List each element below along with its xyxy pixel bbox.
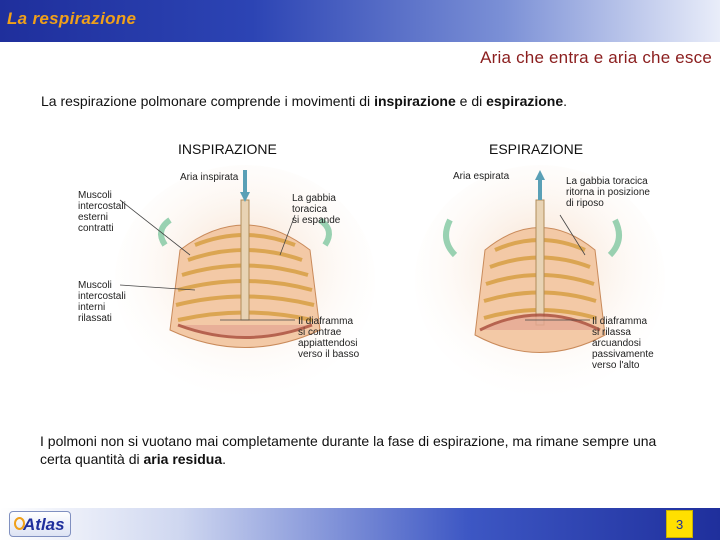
figure-inspirazione bbox=[70, 160, 390, 400]
annot-diaframma-rilassa: Il diaframma si rilassa arcuandosi passivamente verso l'alto bbox=[592, 316, 654, 371]
annot-diaframma-contrae: Il diaframma si contrae appiattendosi verso il basso bbox=[298, 316, 360, 360]
annot-gabbia-riposo: La gabbia toracica ritorna in posizione di riposo bbox=[566, 176, 650, 209]
page-number-box bbox=[666, 510, 693, 538]
annot-aria-espirata: Aria espirata bbox=[453, 171, 510, 182]
annot-aria-inspirata: Aria inspirata bbox=[180, 172, 239, 183]
label-inspirazione: INSPIRAZIONE bbox=[178, 141, 277, 157]
residual-air-text: I polmoni non si vuotano mai completamente durante la fase di espirazione, ma rimane sempre una certa quantità di aria residua. bbox=[40, 433, 657, 467]
figure-espirazione bbox=[380, 160, 700, 400]
page-title: La respirazione bbox=[7, 9, 137, 28]
footer-bar bbox=[0, 508, 720, 540]
annot-gabbia-espande: La gabbia toracica si espande bbox=[292, 193, 341, 226]
annot-muscoli-esterni: Muscoli intercostali esterni contratti bbox=[78, 190, 126, 234]
atlas-logo: Atlas bbox=[9, 511, 71, 537]
page-number: 3 bbox=[676, 517, 684, 532]
label-espirazione: ESPIRAZIONE bbox=[489, 141, 584, 157]
intro-text: La respirazione polmonare comprende i movimenti di inspirazione e di espirazione. bbox=[41, 93, 568, 109]
term-espirazione: espirazione bbox=[486, 93, 564, 109]
header-bar bbox=[0, 0, 720, 42]
term-inspirazione: inspirazione bbox=[374, 93, 456, 109]
page-subtitle: Aria che entra e aria che esce bbox=[480, 48, 712, 67]
annot-muscoli-interni: Muscoli intercostali interni rilassati bbox=[78, 280, 126, 324]
term-aria-residua: aria residua bbox=[143, 451, 223, 467]
